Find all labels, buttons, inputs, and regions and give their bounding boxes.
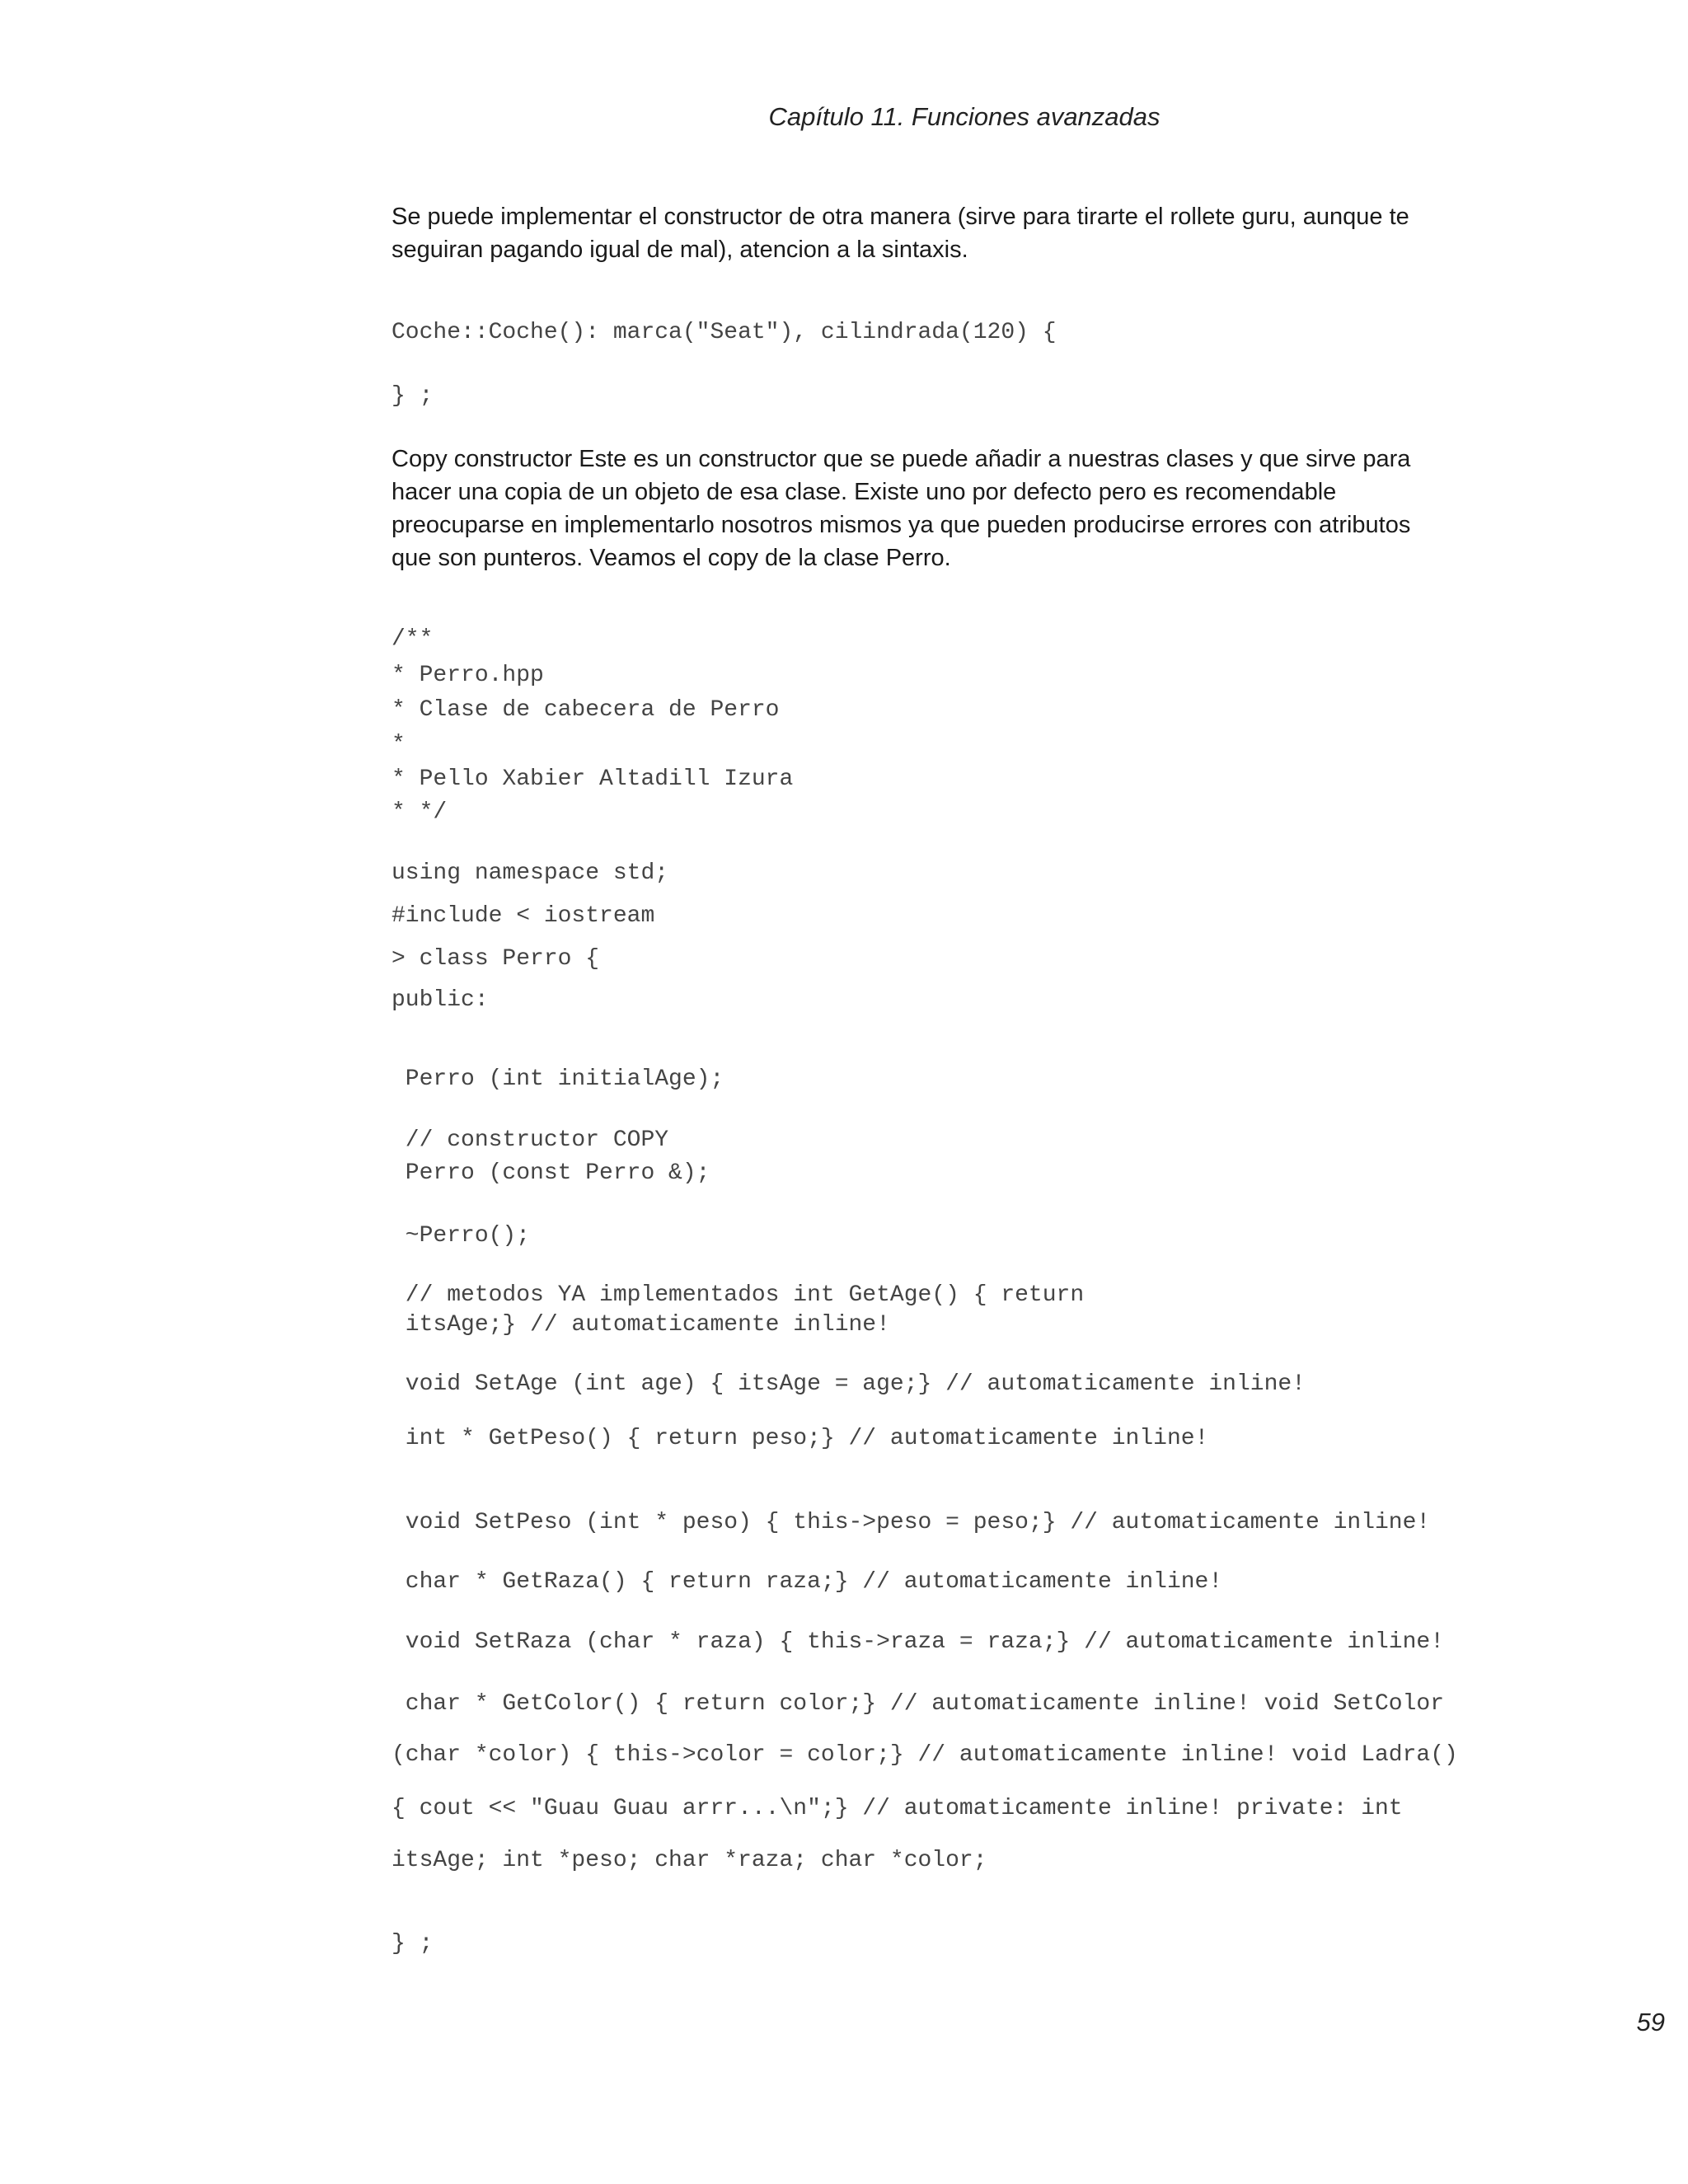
- code-line: * Pello Xabier Altadill Izura: [392, 766, 794, 792]
- code-line: char * GetColor() { return color;} // automaticamente inline! void SetColor: [392, 1691, 1445, 1717]
- paragraph-line: preocuparse en implementarlo nosotros mismos ya que pueden producirse errores con atributos: [392, 512, 1411, 538]
- paragraph-copy-constructor: [392, 443, 1463, 574]
- code-line: *: [392, 732, 406, 757]
- code-line: { cout << "Guau Guau arrr...\n";} // automaticamente inline! private: int: [392, 1796, 1403, 1821]
- code-line: (char *color) { this->color = color;} // automaticamente inline! void Ladra(): [392, 1742, 1458, 1768]
- code-line: char * GetRaza() { return raza;} // automaticamente inline!: [392, 1569, 1223, 1595]
- code-line: Perro (int initialAge);: [392, 1066, 724, 1092]
- page-number: 59: [1636, 2008, 1665, 2036]
- code-line: * */: [392, 799, 448, 825]
- paragraph-line: seguiran pagando igual de mal), atencion a la sintaxis.: [392, 237, 968, 263]
- paragraph-line: que son punteros. Veamos el copy de la clase Perro.: [392, 545, 951, 571]
- code-line: void SetRaza (char * raza) { this->raza = raza;} // automaticamente inline!: [392, 1629, 1445, 1655]
- code-line: * Perro.hpp: [392, 663, 544, 688]
- code-line: Perro (const Perro &);: [392, 1160, 710, 1186]
- chapter-header: Capítulo 11. Funciones avanzadas: [768, 102, 1160, 131]
- code-line: // metodos YA implementados int GetAge() { return: [392, 1282, 1085, 1308]
- code-line: void SetPeso (int * peso) { this->peso = peso;} // automaticamente inline!: [392, 1510, 1431, 1535]
- code-line: itsAge; int *peso; char *raza; char *color;: [392, 1848, 987, 1873]
- code-line: using namespace std;: [392, 860, 669, 886]
- code-line: itsAge;} // automaticamente inline!: [392, 1312, 890, 1338]
- code-line: // constructor COPY: [392, 1127, 669, 1153]
- code-line: ~Perro();: [392, 1223, 531, 1249]
- code-line: Coche::Coche(): marca("Seat"), cilindrada(120) {: [392, 320, 1057, 345]
- code-line: > class Perro {: [392, 946, 600, 972]
- code-line: * Clase de cabecera de Perro: [392, 697, 780, 723]
- paragraph-implementar-constructor: [392, 200, 1500, 266]
- paragraph-line: Se puede implementar el constructor de otra manera (sirve para tirarte el rollete guru, aunque te: [392, 204, 1409, 230]
- code-line: void SetAge (int age) { itsAge = age;} // automaticamente inline!: [392, 1371, 1306, 1397]
- paragraph-line: hacer una copia de un objeto de esa clase. Existe uno por defecto pero es recomendable: [392, 479, 1337, 505]
- code-line: int * GetPeso() { return peso;} // automaticamente inline!: [392, 1426, 1209, 1451]
- code-line: } ;: [392, 383, 434, 409]
- paragraph-line: Copy constructor Este es un constructor que se puede añadir a nuestras clases y que sirve para: [392, 446, 1411, 472]
- code-line: /**: [392, 626, 434, 652]
- code-line: public:: [392, 987, 489, 1013]
- code-line: } ;: [392, 1931, 434, 1957]
- code-line: #include < iostream: [392, 903, 655, 929]
